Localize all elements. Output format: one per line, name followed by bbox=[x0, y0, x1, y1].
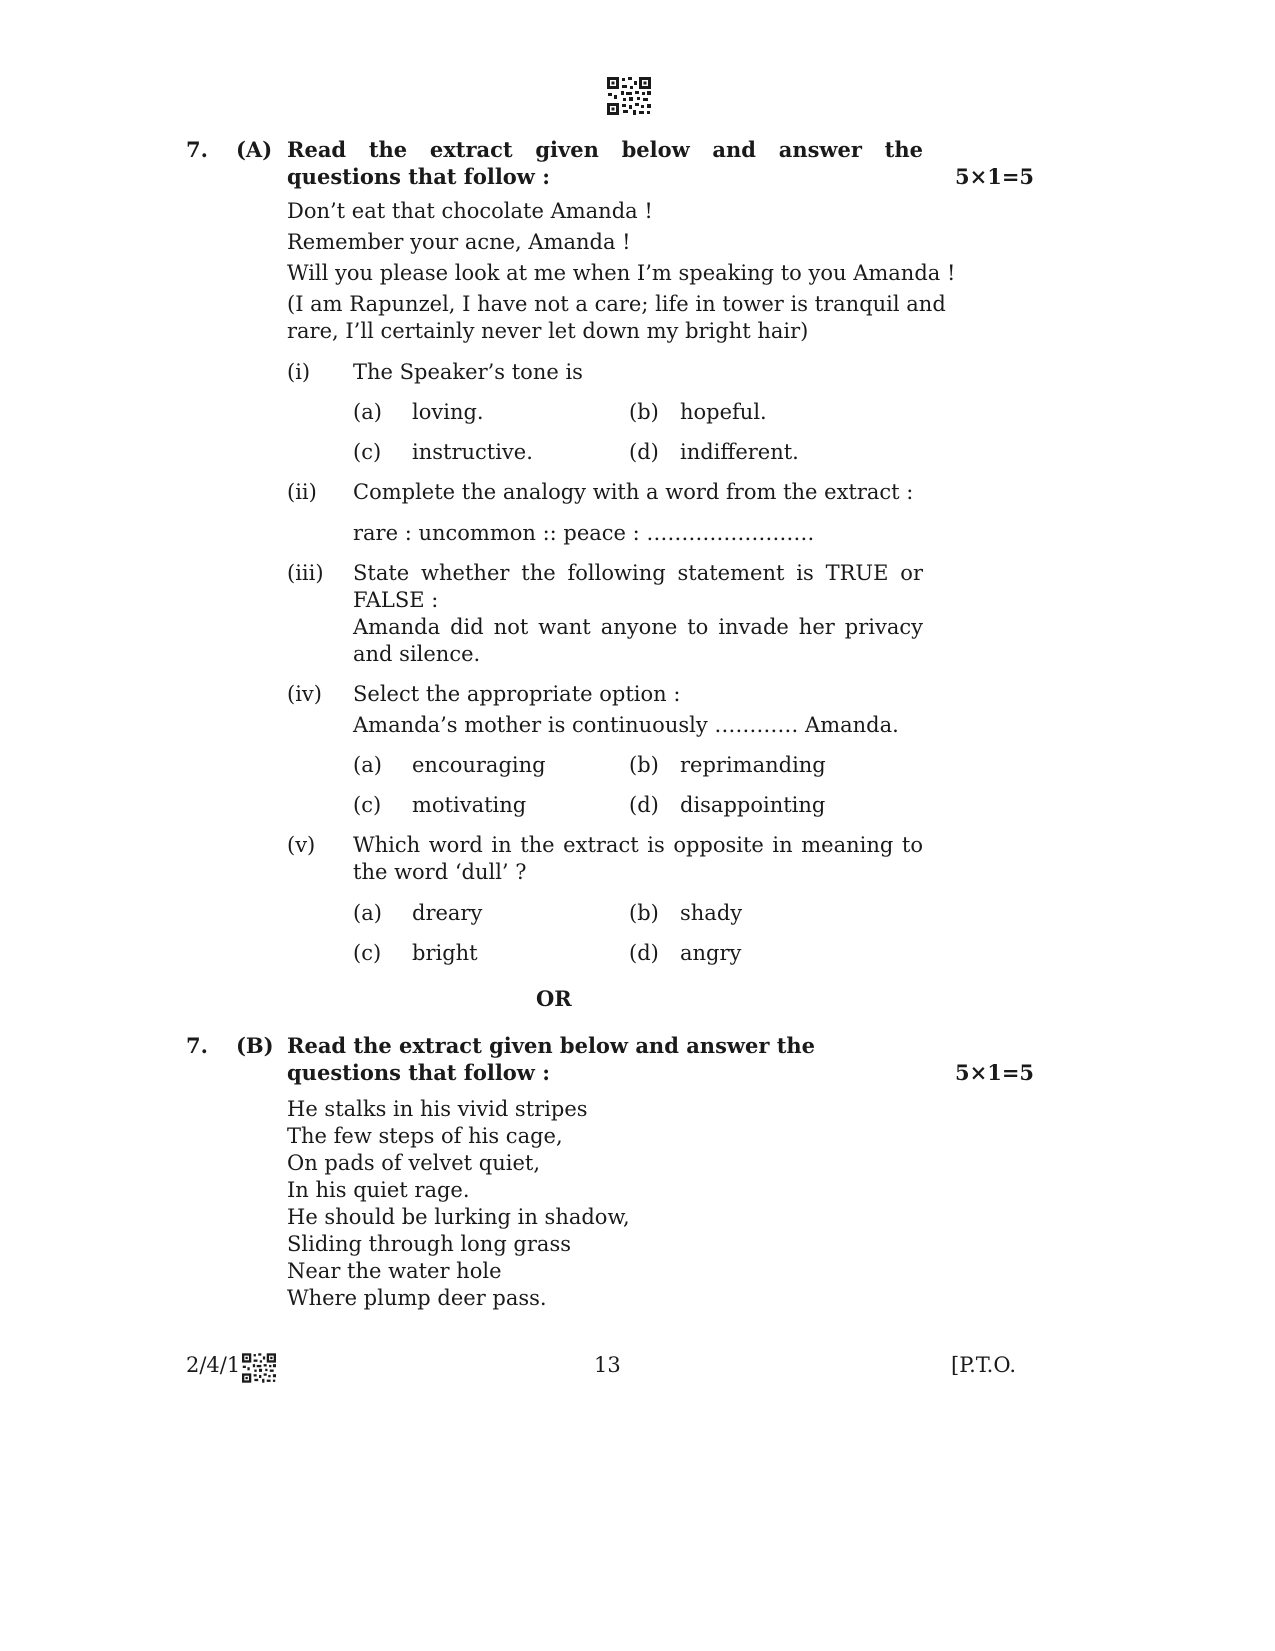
option-key: (b) bbox=[629, 400, 659, 424]
option-key: (a) bbox=[353, 901, 382, 925]
extract-line: Will you please look at me when I’m speaking to you Amanda ! bbox=[287, 261, 956, 285]
option-text: bright bbox=[412, 941, 478, 965]
marks-label: 5×1=5 bbox=[955, 1060, 1035, 1085]
sub-question-text: the word ‘dull’ ? bbox=[353, 860, 527, 884]
option-key: (c) bbox=[353, 941, 382, 965]
page-number: 13 bbox=[594, 1353, 621, 1377]
pto-label: [P.T.O. bbox=[951, 1353, 1016, 1377]
option-text: instructive. bbox=[412, 440, 533, 464]
instruction-line: questions that follow : bbox=[287, 1060, 550, 1085]
sub-question-text: Amanda did not want anyone to invade her privacy bbox=[353, 615, 923, 639]
poem-line: Where plump deer pass. bbox=[287, 1286, 547, 1310]
section-label: (A) bbox=[236, 137, 273, 162]
instruction-line: Read the extract given below and answer the bbox=[287, 137, 923, 162]
question-number: 7. bbox=[186, 1033, 208, 1058]
sub-question-text: The Speaker’s tone is bbox=[353, 360, 583, 384]
qr-code-icon bbox=[242, 1351, 276, 1385]
qr-code-icon bbox=[607, 77, 651, 115]
option-text: indifferent. bbox=[680, 440, 799, 464]
sub-question-text: Amanda’s mother is continuously ………… Amanda. bbox=[353, 713, 899, 737]
sub-question-number: (iv) bbox=[287, 682, 322, 706]
option-key: (d) bbox=[629, 440, 659, 464]
or-divider: OR bbox=[536, 986, 572, 1011]
instruction-line: Read the extract given below and answer the bbox=[287, 1033, 816, 1058]
option-text: motivating bbox=[412, 793, 527, 817]
sub-question-text: and silence. bbox=[353, 642, 481, 666]
sub-question-text: Complete the analogy with a word from the extract : bbox=[353, 480, 914, 504]
option-text: reprimanding bbox=[680, 753, 826, 777]
option-text: shady bbox=[680, 901, 743, 925]
sub-question-text: Which word in the extract is opposite in meaning to bbox=[353, 833, 923, 857]
option-text: encouraging bbox=[412, 753, 546, 777]
option-text: dreary bbox=[412, 901, 483, 925]
option-text: angry bbox=[680, 941, 742, 965]
option-key: (a) bbox=[353, 753, 382, 777]
option-text: hopeful. bbox=[680, 400, 767, 424]
analogy-text: rare : uncommon :: peace : …………………… bbox=[353, 521, 815, 545]
poem-line: The few steps of his cage, bbox=[287, 1124, 563, 1148]
option-key: (d) bbox=[629, 941, 659, 965]
poem-line: On pads of velvet quiet, bbox=[287, 1151, 541, 1175]
poem-line: He stalks in his vivid stripes bbox=[287, 1097, 588, 1121]
option-key: (b) bbox=[629, 901, 659, 925]
extract-line: Remember your acne, Amanda ! bbox=[287, 230, 631, 254]
sub-question-number: (ii) bbox=[287, 480, 317, 504]
option-key: (b) bbox=[629, 753, 659, 777]
sub-question-number: (i) bbox=[287, 360, 311, 384]
option-text: disappointing bbox=[680, 793, 826, 817]
sub-question-text: Select the appropriate option : bbox=[353, 682, 681, 706]
sub-question-text: State whether the following statement is TRUE or bbox=[353, 561, 923, 585]
sub-question-number: (v) bbox=[287, 833, 316, 857]
extract-line: (I am Rapunzel, I have not a care; life in tower is tranquil and bbox=[287, 292, 946, 316]
sub-question-text: FALSE : bbox=[353, 588, 439, 612]
option-key: (c) bbox=[353, 440, 382, 464]
extract-line: rare, I’ll certainly never let down my bright hair) bbox=[287, 319, 809, 343]
sub-question-number: (iii) bbox=[287, 561, 324, 585]
extract-line: Don’t eat that chocolate Amanda ! bbox=[287, 199, 653, 223]
paper-code: 2/4/1 bbox=[186, 1353, 241, 1377]
option-text: loving. bbox=[412, 400, 484, 424]
section-label: (B) bbox=[236, 1033, 274, 1058]
poem-line: He should be lurking in shadow, bbox=[287, 1205, 630, 1229]
option-key: (d) bbox=[629, 793, 659, 817]
poem-line: Near the water hole bbox=[287, 1259, 502, 1283]
instruction-line: questions that follow : bbox=[287, 164, 550, 189]
poem-line: In his quiet rage. bbox=[287, 1178, 470, 1202]
marks-label: 5×1=5 bbox=[955, 164, 1035, 189]
option-key: (a) bbox=[353, 400, 382, 424]
question-number: 7. bbox=[186, 137, 208, 162]
option-key: (c) bbox=[353, 793, 382, 817]
poem-line: Sliding through long grass bbox=[287, 1232, 571, 1256]
